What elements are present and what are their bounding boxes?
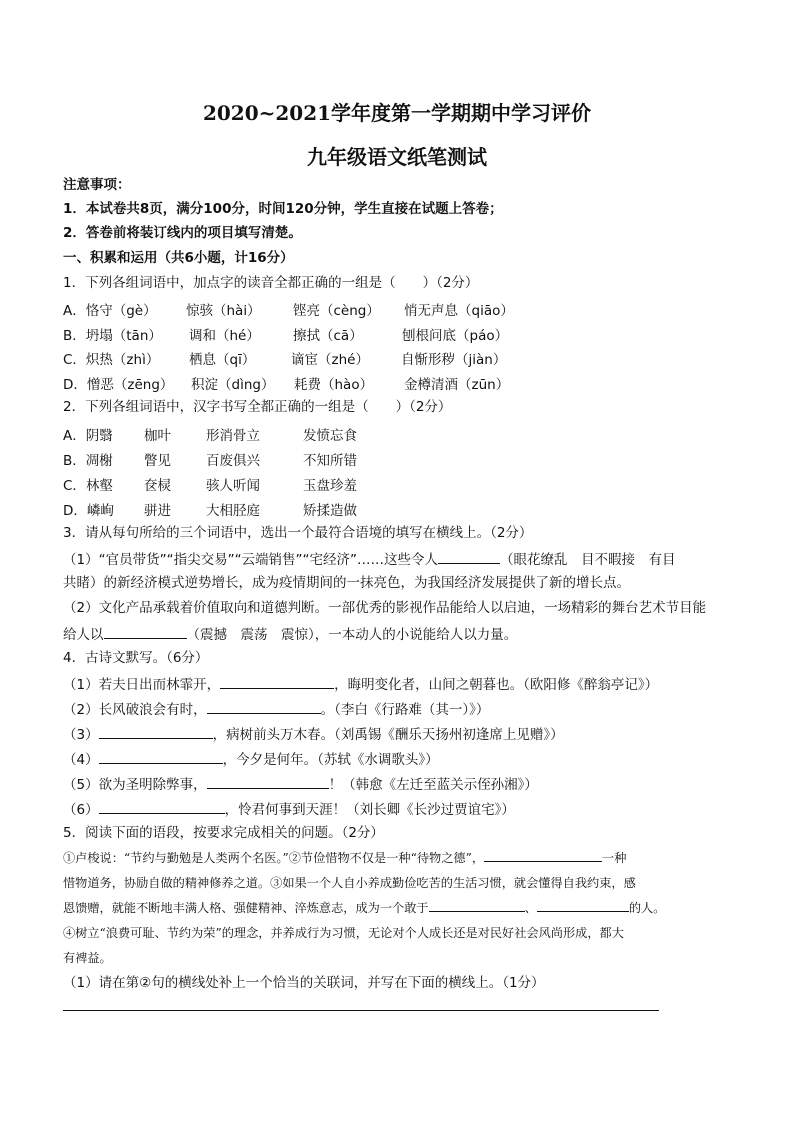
q1-option-d-1: D．憎恶（zēng） — [63, 377, 174, 393]
q2-option-d-4: 矫揉造做 — [303, 503, 357, 519]
q5-passage-line-3 — [63, 899, 665, 917]
q4-line-3-text-a: （3） — [63, 727, 99, 743]
q5-passage-line-3-text-c: 的人。 — [628, 901, 666, 915]
q3-part1-line1 — [63, 549, 676, 569]
q4-line-6-text-a: （6） — [63, 802, 99, 818]
q5-passage-line-3-text-b: 、 — [524, 901, 537, 915]
q1-option-c-4: 自惭形秽（jiàn） — [401, 352, 507, 368]
q2-option-d-2: 骈进 — [144, 503, 171, 519]
q2-option-b-2: 瞥见 — [144, 453, 171, 469]
q2-option-d-1: D．嶙峋 — [63, 503, 114, 519]
q2-option-d-3: 大相胫庭 — [206, 503, 260, 519]
q4-line-1-text-a: （1）若夫日出而林霏开， — [63, 677, 221, 693]
q1-option-c-3: 谪宦（zhé） — [291, 352, 369, 368]
q4-line-5-text-b: ！（韩愈《左迁至蓝关示侄孙湘》） — [328, 777, 538, 793]
q2-option-c-1: C．林壑 — [63, 478, 113, 494]
q2-option-a-2: 枷叶 — [144, 428, 171, 444]
section-1-heading: 一、积累和运用（共6小题，计16分） — [63, 250, 294, 266]
q2-option-b-1: B．凋榭 — [63, 453, 113, 469]
q4-blank-1[interactable] — [220, 674, 334, 689]
q4-line-4-text-a: （4） — [63, 752, 99, 768]
q4-blank-4[interactable] — [99, 749, 223, 764]
q1-option-c-2: 栖息（qī） — [189, 352, 256, 368]
q4-blank-6[interactable] — [99, 799, 225, 814]
q4-line-2 — [63, 699, 489, 719]
q5-passage-blank-2[interactable] — [429, 899, 525, 912]
q3-part2-text-b: （震撼 震荡 震惊），一本动人的小说能给人以力量。 — [186, 627, 518, 643]
q4-line-1-text-b: ，晦明变化者，山间之朝暮也。（欧阳修《醉翁亭记》） — [334, 677, 659, 693]
q5-passage-blank-1[interactable] — [484, 849, 602, 862]
q2-option-b-4: 不知所错 — [303, 453, 357, 469]
q4-blank-2[interactable] — [207, 699, 321, 714]
exam-title: 2020~2021学年度第一学期期中学习评价 — [202, 101, 592, 125]
q5-passage-blank-3[interactable] — [537, 899, 629, 912]
q1-option-b-1: B．坍塌（tān） — [63, 328, 162, 344]
q5-passage-line-3-text-a: 恩馈赠，就能不断地丰满人格、强健精神、淬炼意志，成为一个敢于 — [63, 901, 429, 915]
q3-part1-line2: 共睹）的新经济模式逆势增长，成为疫情期间的一抹亮色，为我国经济发展提供了新的增长点。 — [63, 575, 630, 591]
q1-stem: 1．下列各组词语中，加点字的读音全都正确的一组是（ ）（2分） — [63, 275, 479, 291]
q2-option-b-3: 百废俱兴 — [206, 453, 260, 469]
q4-line-6-text-b: ，怜君何事到天涯！（刘长卿《长沙过贾谊宅》） — [224, 802, 515, 818]
q1-option-c-1: C．炽热（zhì） — [63, 352, 160, 368]
q5-sub1-answer-line[interactable] — [63, 1010, 659, 1011]
q5-sub1: （1）请在第②句的横线处补上一个恰当的关联词，并写在下面的横线上。（1分） — [63, 975, 545, 991]
exam-subtitle: 九年级语文纸笔测试 — [307, 145, 487, 169]
q5-passage-line-5: 有裨益。 — [63, 951, 112, 965]
q4-line-5-text-a: （5）欲为圣明除弊事， — [63, 777, 207, 793]
q1-option-a-3: 铿亮（cèng） — [293, 303, 380, 319]
note-2: 2．答卷前将装订线内的项目填写清楚。 — [63, 225, 302, 241]
q4-line-2-text-a: （2）长风破浪会有时， — [63, 702, 207, 718]
note-1: 1．本试卷共8页，满分100分，时间120分钟，学生直接在试题上答卷； — [63, 201, 503, 217]
q1-option-b-2: 调和（hé） — [189, 328, 260, 344]
q2-option-c-4: 玉盘珍羞 — [303, 478, 357, 494]
q5-passage-line-1-text-a: ①卢梭说：“节约与勤勉是人类两个名医。”②节俭惜物不仅是一种“待物之德”， — [63, 851, 485, 865]
q2-option-a-3: 形消骨立 — [206, 428, 260, 444]
q1-option-d-2: 积淀（dìng） — [191, 377, 275, 393]
q3-part2-line2 — [63, 624, 517, 644]
q1-option-a-4: 悄无声息（qiāo） — [404, 303, 514, 319]
q2-option-a-1: A．阴翳 — [63, 428, 113, 444]
q4-blank-5[interactable] — [207, 774, 329, 789]
q4-line-4 — [63, 749, 439, 769]
q4-stem: 4．古诗文默写。（6分） — [63, 650, 209, 666]
q2-option-a-4: 发愤忘食 — [303, 428, 357, 444]
q1-option-b-4: 刨根问底（páo） — [402, 328, 509, 344]
q1-option-d-3: 耗费（hào） — [294, 377, 374, 393]
q3-part2-line1: （2）文化产品承载着价值取向和道德判断。一部优秀的影视作品能给人以启迪，一场精彩的舞台艺术节目能 — [63, 600, 707, 616]
q5-passage-line-2: 惜物道务，协励自做的精神修养之道。③如果一个人自小养成勤俭吃苦的生活习惯，就会懂得自我约束，感 — [63, 876, 636, 890]
q3-part2-blank[interactable] — [104, 624, 187, 639]
q4-blank-3[interactable] — [99, 724, 213, 739]
q4-line-2-text-b: 。（李白《行路难（其一）》） — [320, 702, 490, 718]
q4-line-1 — [63, 674, 658, 694]
q4-line-3 — [63, 724, 564, 744]
q5-passage-line-1 — [63, 849, 626, 867]
q3-stem: 3．请从每句所给的三个词语中，选出一个最符合语境的填写在横线上。（2分） — [63, 525, 533, 541]
q1-option-b-3: 擦拭（cā） — [293, 328, 363, 344]
q4-line-6 — [63, 799, 515, 819]
q2-option-c-2: 奁棂 — [144, 478, 171, 494]
q1-option-a-2: 惊骇（hài） — [186, 303, 261, 319]
q3-part1-blank[interactable] — [438, 549, 500, 564]
q1-option-d-4: 金樽清酒（zūn） — [404, 377, 510, 393]
q4-line-4-text-b: ，今夕是何年。（苏轼《水调歌头》） — [222, 752, 439, 768]
q4-line-5 — [63, 774, 538, 794]
q3-part2-text-a: 给人以 — [63, 627, 104, 643]
notes-heading: 注意事项： — [63, 177, 131, 193]
q5-passage-line-4: ④树立“浪费可耻、节约为荣”的理念，并养成行为习惯，无论对个人成长还是对民好社会风尚形成，都大 — [63, 926, 624, 940]
q1-option-a-1: A．恪守（gè） — [63, 303, 157, 319]
q3-part1-text-b: （眼花缭乱 目不暇接 有目 — [500, 552, 676, 568]
q4-line-3-text-b: ，病树前头万木春。（刘禹锡《酬乐天扬州初逢席上见赠》） — [212, 727, 564, 743]
q2-stem: 2．下列各组词语中，汉字书写全都正确的一组是（ ）（2分） — [63, 399, 452, 415]
q5-passage-line-1-text-b: 一种 — [602, 851, 627, 865]
q5-stem: 5．阅读下面的语段，按要求完成相关的问题。（2分） — [63, 825, 384, 841]
q2-option-c-3: 骇人听闻 — [206, 478, 260, 494]
q3-part1-text-a: （1）“官员带货”“指尖交易”“云端销售”“宅经济”……这些令人 — [63, 552, 439, 568]
